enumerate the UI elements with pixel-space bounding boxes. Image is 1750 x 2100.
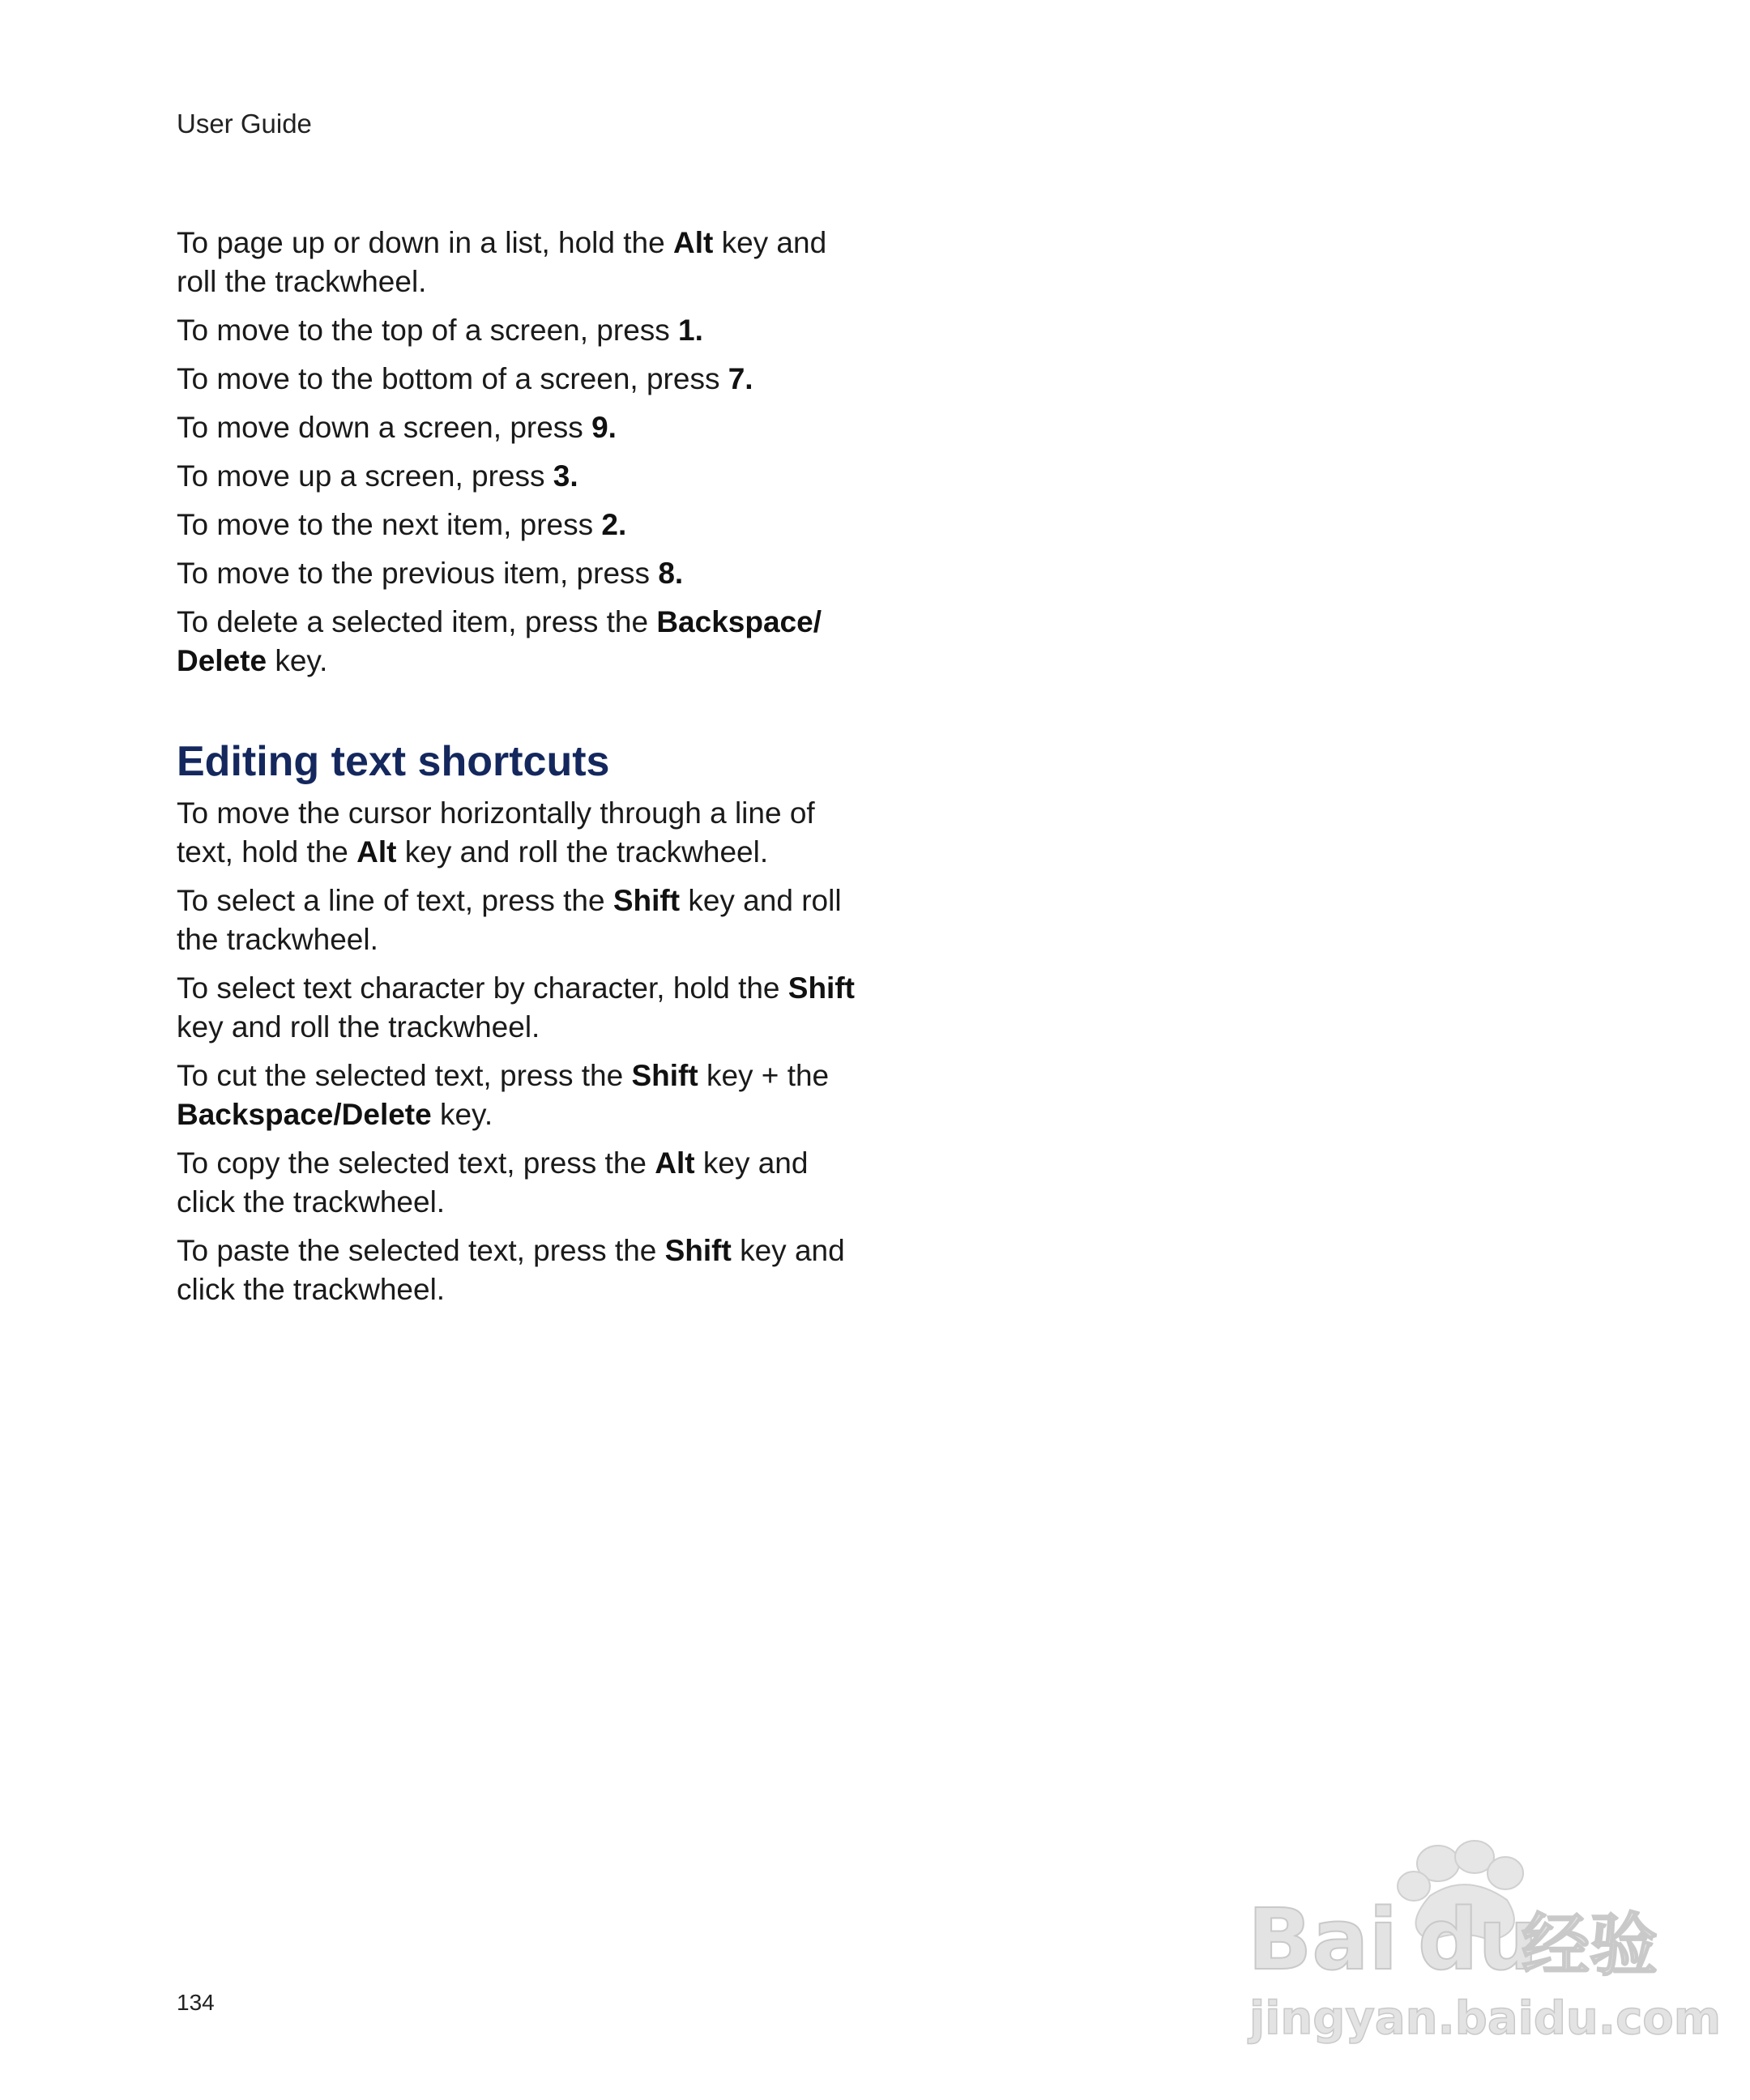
shortcut-paragraph: [177, 457, 873, 496]
key-name: Backspace/Delete: [177, 1098, 432, 1131]
text-run: key and click the trackwheel.: [177, 1234, 845, 1306]
key-name: Shift: [612, 884, 681, 917]
text-run: To move the cursor horizontally through a line of text, hold the: [177, 796, 815, 869]
key-name: Shift: [664, 1234, 732, 1267]
baidu-watermark-logo: [1248, 1839, 1722, 2058]
key-name: Alt: [356, 835, 397, 869]
navigation-shortcuts: [177, 224, 873, 681]
key-name: 8.: [658, 557, 684, 590]
text-run: key.: [267, 644, 328, 677]
key-name: 9.: [591, 411, 617, 444]
key-name: Shift: [631, 1059, 698, 1092]
text-run: To move up a screen, press: [177, 459, 553, 493]
text-run: key + the: [698, 1059, 830, 1092]
text-run: key and click the trackwheel.: [177, 1146, 809, 1219]
text-run: key.: [431, 1098, 493, 1131]
text-run: To move to the bottom of a screen, press: [177, 362, 728, 395]
page-content: [177, 224, 873, 1319]
shortcut-paragraph: [177, 554, 873, 593]
text-run: To select text character by character, hold the: [177, 971, 788, 1005]
shortcut-paragraph: [177, 311, 873, 350]
key-name: 3.: [553, 459, 578, 493]
text-run: key and roll the trackwheel.: [396, 835, 769, 869]
shortcut-paragraph: [177, 506, 873, 544]
text-run: To paste the selected text, press the: [177, 1234, 665, 1267]
svg-text:经验: 经验: [1522, 1906, 1658, 1985]
svg-text:du: du: [1418, 1890, 1539, 1989]
text-run: To move to the previous item, press: [177, 557, 659, 590]
key-name: 1.: [678, 314, 703, 347]
text-run: To move to the top of a screen, press: [177, 314, 679, 347]
shortcut-paragraph: [177, 224, 873, 301]
key-name: 2.: [601, 508, 627, 541]
shortcut-paragraph: [177, 408, 873, 447]
svg-text:jingyan.baidu.com: jingyan.baidu.com: [1249, 1992, 1722, 2045]
editing-shortcuts: [177, 794, 873, 1309]
text-run: To cut the selected text, press the: [177, 1059, 632, 1092]
text-run: To delete a selected item, press the: [177, 605, 657, 638]
section-heading: Editing text shortcuts: [177, 738, 610, 785]
key-name: Backspace/ Delete: [177, 605, 822, 677]
shortcut-paragraph: [177, 969, 873, 1047]
shortcut-paragraph: [177, 603, 873, 681]
text-run: key and roll the trackwheel.: [177, 1010, 540, 1044]
text-run: To page up or down in a list, hold the: [177, 226, 673, 259]
shortcut-paragraph: [177, 1056, 873, 1134]
key-name: Alt: [672, 226, 714, 259]
page-number: 134: [177, 1990, 215, 2015]
text-run: To move down a screen, press: [177, 411, 592, 444]
shortcut-paragraph: [177, 794, 873, 872]
shortcut-paragraph: [177, 1231, 873, 1309]
text-run: key and roll the trackwheel.: [177, 884, 842, 956]
text-run: To copy the selected text, press the: [177, 1146, 655, 1180]
key-name: Shift: [788, 971, 855, 1005]
text-run: To select a line of text, press the: [177, 884, 613, 917]
key-name: 7.: [728, 362, 753, 395]
svg-text:Bai: Bai: [1248, 1890, 1398, 1989]
key-name: Alt: [655, 1146, 695, 1180]
shortcut-paragraph: [177, 1144, 873, 1222]
text-run: To move to the next item, press: [177, 508, 602, 541]
text-run: key and roll the trackwheel.: [177, 226, 827, 298]
shortcut-paragraph: [177, 881, 873, 959]
shortcut-paragraph: [177, 360, 873, 399]
running-header: User Guide: [177, 109, 312, 139]
